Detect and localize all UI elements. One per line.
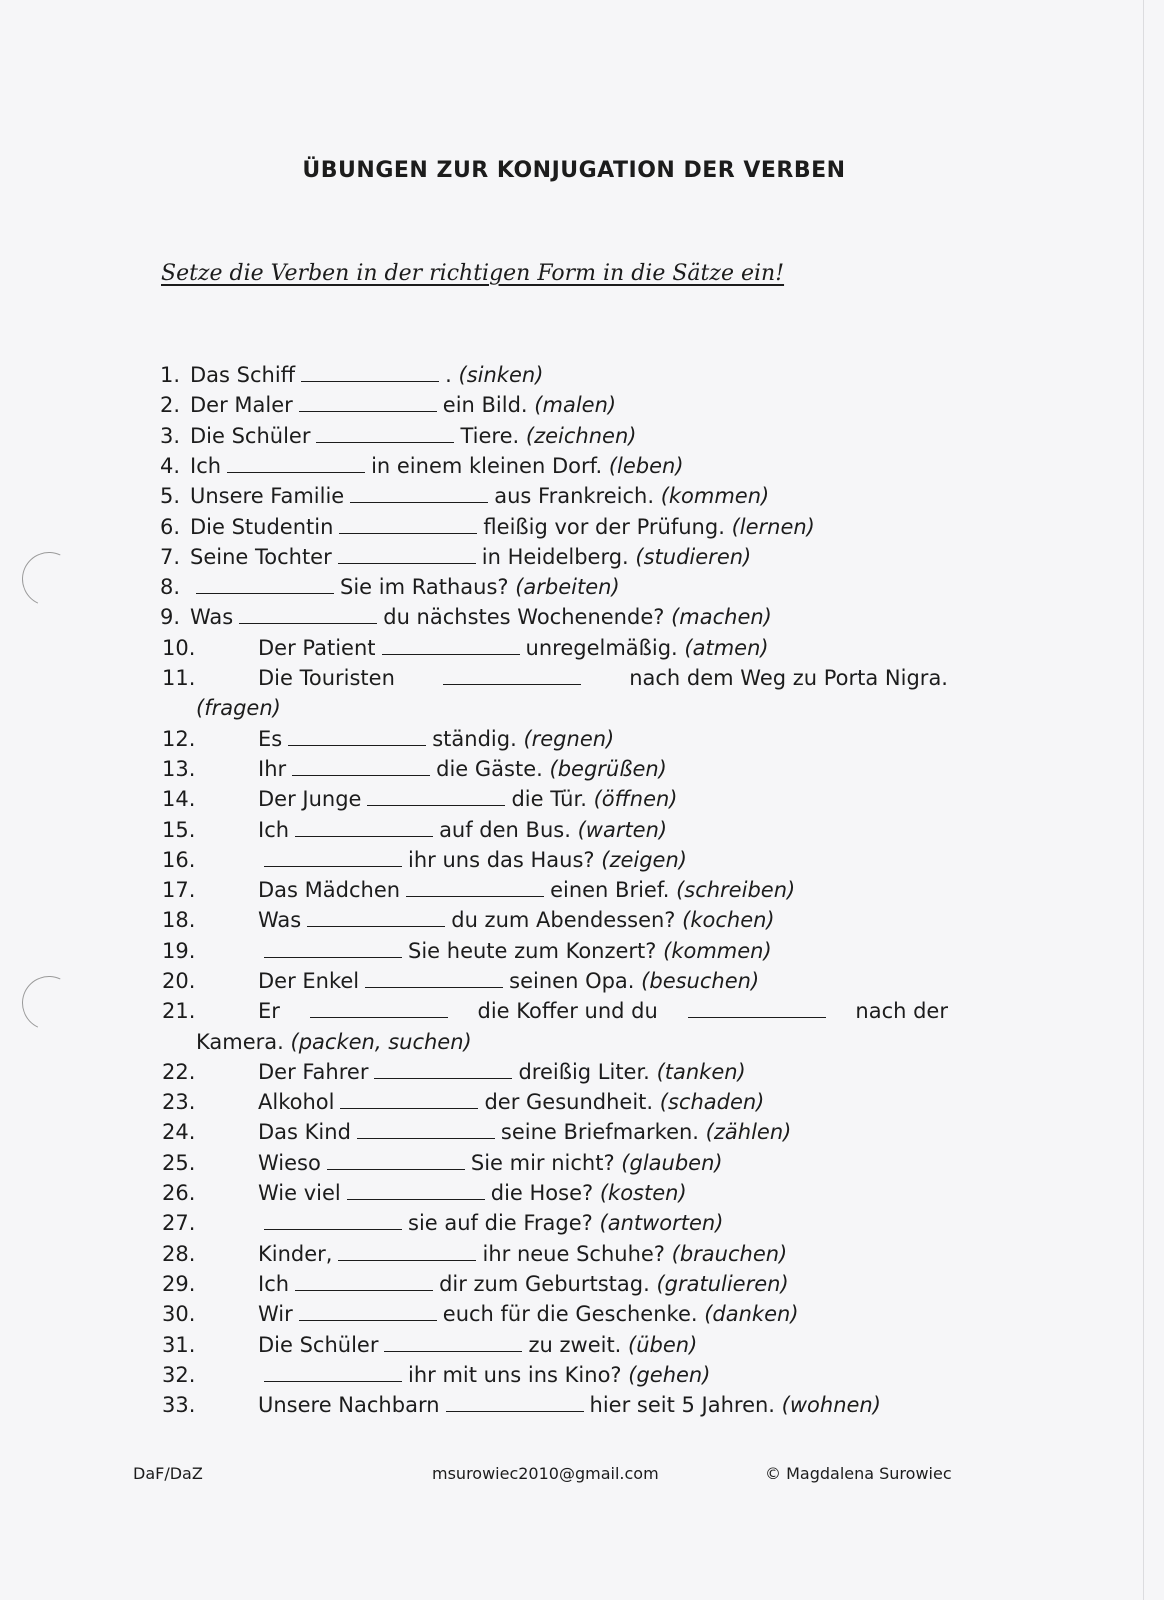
exercise-row — [162, 1117, 962, 1147]
exercise-number: 15. — [162, 818, 196, 842]
exercise-number: 8. — [160, 575, 181, 599]
sentence-end: nach dem Weg zu Porta Nigra. — [629, 666, 948, 690]
exercise-continuation — [196, 693, 281, 723]
verb-hint: (kommen) — [663, 939, 772, 963]
exercise-sentence — [258, 1057, 746, 1087]
answer-blank[interactable] — [227, 472, 365, 473]
answer-blank[interactable] — [264, 866, 402, 867]
sentence-start: Der Patient — [258, 636, 376, 660]
answer-blank[interactable] — [264, 1229, 402, 1230]
exercise-row — [162, 1360, 962, 1390]
exercise-sentence — [258, 875, 795, 905]
exercise-sentence — [258, 1208, 723, 1238]
answer-blank[interactable] — [384, 1351, 522, 1352]
sentence-end: dreißig Liter. — [518, 1060, 650, 1084]
answer-blank[interactable] — [196, 593, 334, 594]
exercise-row — [162, 724, 962, 754]
sentence-start: Er — [258, 999, 280, 1023]
sentence-end: die Tür. — [511, 787, 587, 811]
footer-left: DaF/DaZ — [133, 1464, 203, 1483]
sentence-start: Unsere Familie — [190, 484, 345, 508]
verb-hint: (malen) — [534, 393, 617, 417]
answer-blank[interactable] — [382, 654, 520, 655]
sentence-end: du zum Abendessen? — [451, 908, 676, 932]
exercise-sentence — [258, 815, 667, 845]
answer-blank[interactable] — [357, 1138, 495, 1139]
sentence-end: seinen Opa. — [509, 969, 635, 993]
exercise-sentence — [190, 451, 684, 481]
exercise-number: 30. — [162, 1302, 196, 1326]
verb-hint: (studieren) — [635, 545, 752, 569]
sentence-end: Tiere. — [460, 424, 520, 448]
exercise-number: 26. — [162, 1181, 196, 1205]
exercise-row — [160, 481, 960, 511]
sentence-start: Ich — [190, 454, 222, 478]
exercise-row — [162, 1057, 962, 1087]
sentence-end: ihr uns das Haus? — [408, 848, 595, 872]
sentence-end-2: nach der — [855, 999, 948, 1023]
exercise-row — [160, 572, 960, 602]
sentence-end: fleißig vor der Prüfung. — [483, 515, 725, 539]
verb-hint: (packen, suchen) — [290, 1030, 472, 1054]
verb-hint: (kochen) — [682, 908, 775, 932]
sentence-end: ihr neue Schuhe? — [482, 1242, 665, 1266]
verb-hint: (antworten) — [599, 1211, 724, 1235]
verb-hint: (besuchen) — [641, 969, 760, 993]
answer-blank[interactable] — [316, 442, 454, 443]
verb-hint: (zeichnen) — [525, 424, 637, 448]
exercise-sentence — [258, 633, 769, 663]
continuation-text: Kamera. — [196, 1030, 284, 1054]
sentence-end: . — [445, 363, 452, 387]
exercise-sentence — [190, 602, 772, 632]
sentence-end: hier seit 5 Jahren. — [589, 1393, 775, 1417]
exercise-number: 19. — [162, 939, 196, 963]
exercise-row — [160, 390, 960, 420]
exercise-row — [162, 1299, 962, 1329]
sentence-start: Ich — [258, 818, 290, 842]
sentence-start: Der Enkel — [258, 969, 360, 993]
exercise-row — [162, 1330, 962, 1360]
exercise-row — [162, 784, 962, 814]
answer-blank[interactable] — [307, 926, 445, 927]
sentence-start: Der Junge — [258, 787, 362, 811]
exercise-number: 6. — [160, 515, 181, 539]
sentence-start: Seine Tochter — [190, 545, 332, 569]
exercise-sentence — [258, 1330, 697, 1360]
exercise-row — [162, 996, 962, 1026]
sentence-end: in einem kleinen Dorf. — [371, 454, 603, 478]
verb-hint: (kosten) — [599, 1181, 687, 1205]
exercise-number: 21. — [162, 999, 196, 1023]
sentence-start: Kinder, — [258, 1242, 333, 1266]
answer-blank[interactable] — [310, 1017, 448, 1018]
sentence-start: Wieso — [258, 1151, 321, 1175]
exercise-row — [162, 936, 962, 966]
instruction-text: Setze die Verben in der richtigen Form in die Sätze ein! — [161, 261, 785, 286]
sentence-end: die Koffer und du — [477, 999, 658, 1023]
exercise-sentence — [258, 1360, 710, 1390]
exercise-row — [162, 1269, 962, 1299]
exercise-number: 32. — [162, 1363, 196, 1387]
exercise-sentence — [258, 936, 772, 966]
verb-hint: (lernen) — [731, 515, 815, 539]
exercise-number: 7. — [160, 545, 181, 569]
sentence-start: Die Studentin — [190, 515, 334, 539]
sentence-start: Die Touristen — [258, 666, 395, 690]
exercise-number: 25. — [162, 1151, 196, 1175]
sentence-end: dir zum Geburtstag. — [439, 1272, 650, 1296]
sentence-start: Unsere Nachbarn — [258, 1393, 440, 1417]
sentence-end: Sie heute zum Konzert? — [408, 939, 657, 963]
sentence-start: Wir — [258, 1302, 293, 1326]
answer-blank[interactable] — [446, 1411, 584, 1412]
sentence-end: einen Brief. — [550, 878, 670, 902]
sentence-end: euch für die Geschenke. — [442, 1302, 698, 1326]
sentence-start: Wie viel — [258, 1181, 341, 1205]
exercise-row — [162, 845, 962, 875]
sentence-end: seine Briefmarken. — [500, 1120, 699, 1144]
verb-hint: (machen) — [671, 605, 772, 629]
verb-hint: (regnen) — [523, 727, 615, 751]
sentence-end: ein Bild. — [442, 393, 528, 417]
verb-hint: (üben) — [628, 1333, 698, 1357]
exercise-continuation — [196, 1027, 472, 1057]
verb-hint: (danken) — [704, 1302, 799, 1326]
exercise-number: 3. — [160, 424, 181, 448]
exercise-row — [162, 633, 962, 663]
exercise-sentence — [190, 360, 543, 390]
sentence-end: sie auf die Frage? — [408, 1211, 593, 1235]
answer-blank[interactable] — [374, 1078, 512, 1079]
footer-copyright: © Magdalena Surowiec — [765, 1464, 952, 1483]
exercise-number: 28. — [162, 1242, 196, 1266]
exercise-sentence — [258, 996, 948, 1026]
exercise-number: 5. — [160, 484, 181, 508]
exercise-sentence — [258, 845, 687, 875]
exercise-number: 14. — [162, 787, 196, 811]
sentence-end: ihr mit uns ins Kino? — [408, 1363, 622, 1387]
exercise-row — [162, 1239, 962, 1269]
exercise-sentence — [258, 784, 678, 814]
answer-blank[interactable] — [340, 1108, 478, 1109]
verb-hint: (zählen) — [705, 1120, 792, 1144]
exercise-number: 29. — [162, 1272, 196, 1296]
sentence-start: Alkohol — [258, 1090, 335, 1114]
exercise-row — [160, 602, 960, 632]
exercise-number: 31. — [162, 1333, 196, 1357]
answer-blank[interactable] — [239, 623, 377, 624]
exercise-sentence — [190, 481, 769, 511]
exercise-sentence — [190, 390, 616, 420]
exercise-number: 9. — [160, 605, 181, 629]
exercise-row — [162, 754, 962, 784]
verb-hint: (wohnen) — [781, 1393, 881, 1417]
verb-hint: (brauchen) — [671, 1242, 788, 1266]
sentence-start: Ich — [258, 1272, 290, 1296]
verb-hint: (gehen) — [628, 1363, 711, 1387]
answer-blank[interactable] — [288, 745, 426, 746]
worksheet-title: ÜBUNGEN ZUR KONJUGATION DER VERBEN — [302, 158, 846, 183]
exercise-row — [162, 875, 962, 905]
exercise-sentence — [258, 1299, 799, 1329]
sentence-start: Der Fahrer — [258, 1060, 369, 1084]
answer-blank[interactable] — [264, 957, 402, 958]
sentence-start: Was — [258, 908, 302, 932]
exercise-sentence — [258, 1178, 687, 1208]
answer-blank[interactable] — [365, 987, 503, 988]
answer-blank[interactable] — [301, 381, 439, 382]
verb-hint: (begrüßen) — [549, 757, 667, 781]
sentence-end: in Heidelberg. — [481, 545, 629, 569]
verb-hint: (öffnen) — [593, 787, 678, 811]
verb-hint: (schaden) — [659, 1090, 765, 1114]
sentence-end: der Gesundheit. — [484, 1090, 654, 1114]
sentence-start: Das Schiff — [190, 363, 296, 387]
answer-blank-2[interactable] — [688, 1017, 826, 1018]
exercise-number: 17. — [162, 878, 196, 902]
verb-hint: (leben) — [608, 454, 684, 478]
exercise-number: 27. — [162, 1211, 196, 1235]
exercise-row — [162, 966, 962, 996]
exercise-number: 2. — [160, 393, 181, 417]
answer-blank[interactable] — [292, 775, 430, 776]
exercise-sentence — [258, 1390, 881, 1420]
exercise-sentence — [258, 1117, 791, 1147]
verb-hint: (warten) — [577, 818, 668, 842]
sentence-end: Sie im Rathaus? — [340, 575, 509, 599]
exercise-sentence — [190, 421, 636, 451]
exercise-row — [162, 815, 962, 845]
verb-hint: (schreiben) — [676, 878, 796, 902]
exercise-row — [162, 663, 962, 693]
exercise-row — [160, 512, 960, 542]
sentence-end: zu zweit. — [528, 1333, 622, 1357]
exercise-sentence — [258, 966, 759, 996]
exercise-row — [162, 1390, 962, 1420]
sentence-end: Sie mir nicht? — [470, 1151, 615, 1175]
verb-hint: (arbeiten) — [515, 575, 620, 599]
exercise-number: 20. — [162, 969, 196, 993]
exercise-number: 23. — [162, 1090, 196, 1114]
exercise-number: 11. — [162, 666, 196, 690]
exercise-sentence — [258, 1148, 723, 1178]
exercise-row — [160, 360, 960, 390]
verb-hint: (gratulieren) — [656, 1272, 789, 1296]
exercise-sentence — [258, 754, 667, 784]
sentence-start: Der Maler — [190, 393, 293, 417]
sentence-start: Es — [258, 727, 283, 751]
exercise-number: 22. — [162, 1060, 196, 1084]
exercise-number: 16. — [162, 848, 196, 872]
verb-hint: (zeigen) — [601, 848, 687, 872]
exercise-number: 4. — [160, 454, 181, 478]
sentence-end: die Hose? — [490, 1181, 594, 1205]
verb-hint: (sinken) — [458, 363, 544, 387]
answer-blank[interactable] — [338, 1260, 476, 1261]
exercise-number: 12. — [162, 727, 196, 751]
answer-blank[interactable] — [299, 411, 437, 412]
exercise-sentence — [190, 512, 815, 542]
answer-blank[interactable] — [327, 1169, 465, 1170]
exercise-number: 1. — [160, 363, 181, 387]
sentence-start: Ihr — [258, 757, 287, 781]
answer-blank[interactable] — [347, 1199, 485, 1200]
exercise-row — [160, 451, 960, 481]
exercise-row — [162, 905, 962, 935]
exercise-sentence — [258, 1087, 764, 1117]
page-edge — [1143, 0, 1144, 1600]
answer-blank[interactable] — [350, 502, 488, 503]
answer-blank[interactable] — [295, 836, 433, 837]
sentence-end: du nächstes Wochenende? — [383, 605, 665, 629]
sentence-end: die Gäste. — [436, 757, 543, 781]
exercise-sentence — [258, 663, 948, 693]
sentence-start: Die Schüler — [190, 424, 311, 448]
exercise-sentence — [258, 1239, 787, 1269]
answer-blank[interactable] — [299, 1320, 437, 1321]
sentence-end: ständig. — [432, 727, 517, 751]
answer-blank[interactable] — [443, 684, 581, 685]
exercise-row — [162, 1087, 962, 1117]
exercise-sentence — [190, 572, 620, 602]
exercise-sentence — [190, 542, 751, 572]
sentence-start: Die Schüler — [258, 1333, 379, 1357]
sentence-start: Was — [190, 605, 234, 629]
sentence-start: Das Kind — [258, 1120, 351, 1144]
answer-blank[interactable] — [264, 1381, 402, 1382]
exercise-row — [160, 542, 960, 572]
exercise-number: 13. — [162, 757, 196, 781]
exercise-sentence — [258, 905, 775, 935]
sentence-end: aus Frankreich. — [494, 484, 654, 508]
sentence-start: Das Mädchen — [258, 878, 401, 902]
verb-hint: (fragen) — [196, 696, 281, 720]
answer-blank[interactable] — [367, 805, 505, 806]
exercise-number: 18. — [162, 908, 196, 932]
punch-hole-bottom — [14, 968, 83, 1037]
exercise-number: 24. — [162, 1120, 196, 1144]
sentence-end: auf den Bus. — [439, 818, 571, 842]
exercise-row — [162, 1178, 962, 1208]
answer-blank[interactable] — [406, 896, 544, 897]
exercise-row — [160, 421, 960, 451]
exercise-sentence — [258, 1269, 789, 1299]
verb-hint: (tanken) — [656, 1060, 746, 1084]
exercise-number: 33. — [162, 1393, 196, 1417]
answer-blank[interactable] — [295, 1290, 433, 1291]
verb-hint: (kommen) — [660, 484, 770, 508]
footer-email: msurowiec2010@gmail.com — [432, 1464, 659, 1483]
punch-hole-top — [14, 544, 83, 613]
answer-blank[interactable] — [338, 563, 476, 564]
exercise-number: 10. — [162, 636, 196, 660]
verb-hint: (atmen) — [684, 636, 769, 660]
sentence-end: unregelmäßig. — [525, 636, 678, 660]
exercise-row — [162, 1148, 962, 1178]
verb-hint: (glauben) — [621, 1151, 723, 1175]
answer-blank[interactable] — [339, 533, 477, 534]
exercise-sentence — [258, 724, 614, 754]
exercise-row — [162, 1208, 962, 1238]
